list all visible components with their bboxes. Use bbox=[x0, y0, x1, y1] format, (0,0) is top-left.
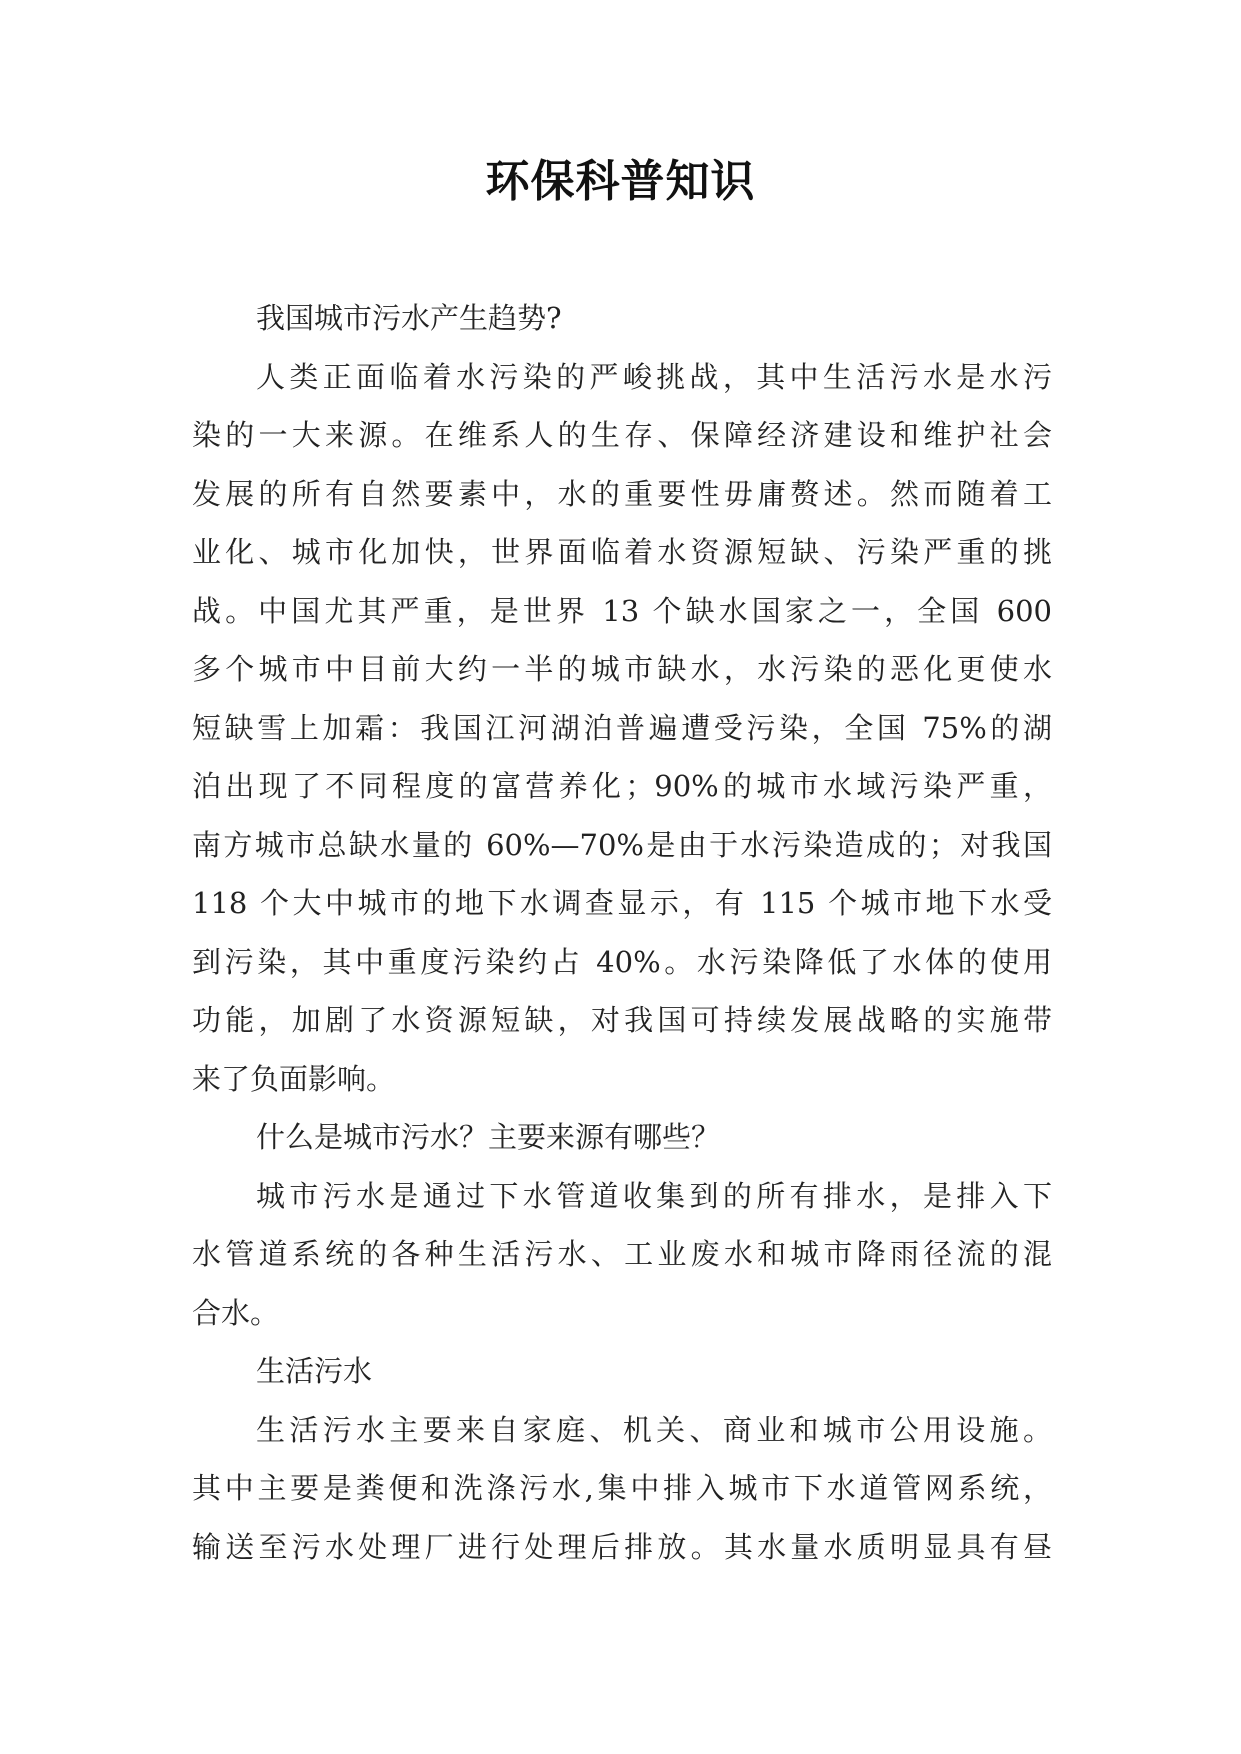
paragraph-line: 城市污水是通过下水管道收集到的所有排水，是排入下 bbox=[256, 1178, 1052, 1213]
paragraph-line: 多个城市中目前大约一半的城市缺水，水污染的恶化更使水 bbox=[192, 652, 1052, 686]
document-title: 环保科普知识 bbox=[485, 156, 756, 207]
paragraph-line: 战。中国尤其严重，是世界 13 个缺水国家之一，全国 600 bbox=[192, 593, 1052, 628]
paragraph-line: 发展的所有自然要素中，水的重要性毋庸赘述。然而随着工 bbox=[192, 476, 1052, 511]
paragraph-line: 短缺雪上加霜：我国江河湖泊普遍遭受污染，全国 75%的湖 bbox=[192, 710, 1052, 745]
section-heading-domestic-sewage: 生活污水 bbox=[256, 1354, 373, 1388]
document-body bbox=[192, 289, 1052, 1576]
section-heading-sewage-trend: 我国城市污水产生趋势? bbox=[256, 301, 562, 335]
section-heading-what-is-urban-sewage: 什么是城市污水？主要来源有哪些？ bbox=[256, 1120, 721, 1154]
paragraph-line: 南方城市总缺水量的 60%—70%是由于水污染造成的；对我国 bbox=[192, 827, 1052, 862]
paragraph-line: 染的一大来源。在维系人的生存、保障经济建设和维护社会 bbox=[192, 418, 1052, 452]
paragraph-line: 泊出现了不同程度的富营养化；90%的城市水域污染严重， bbox=[192, 769, 1052, 803]
paragraph-line: 业化、城市化加快，世界面临着水资源短缺、污染严重的挑 bbox=[192, 535, 1052, 569]
paragraph-line: 来了负面影响。 bbox=[192, 1061, 396, 1096]
paragraph-line: 118 个大中城市的地下水调查显示，有 115 个城市地下水受 bbox=[192, 886, 1052, 920]
paragraph-line: 功能，加剧了水资源短缺，对我国可持续发展战略的实施带 bbox=[192, 1003, 1052, 1037]
paragraph-line: 合水。 bbox=[192, 1295, 280, 1330]
paragraph-line: 生活污水主要来自家庭、机关、商业和城市公用设施。 bbox=[256, 1412, 1052, 1447]
paragraph-line: 其中主要是粪便和洗涤污水,集中排入城市下水道管网系统， bbox=[192, 1471, 1052, 1505]
paragraph-line: 输送至污水处理厂进行处理后排放。其水量水质明显具有昼 bbox=[192, 1529, 1052, 1564]
paragraph-line: 人类正面临着水污染的严峻挑战，其中生活污水是水污 bbox=[256, 359, 1052, 394]
paragraph-line: 到污染，其中重度污染约占 40%。水污染降低了水体的使用 bbox=[192, 944, 1052, 979]
paragraph-line: 水管道系统的各种生活污水、工业废水和城市降雨径流的混 bbox=[192, 1237, 1052, 1271]
